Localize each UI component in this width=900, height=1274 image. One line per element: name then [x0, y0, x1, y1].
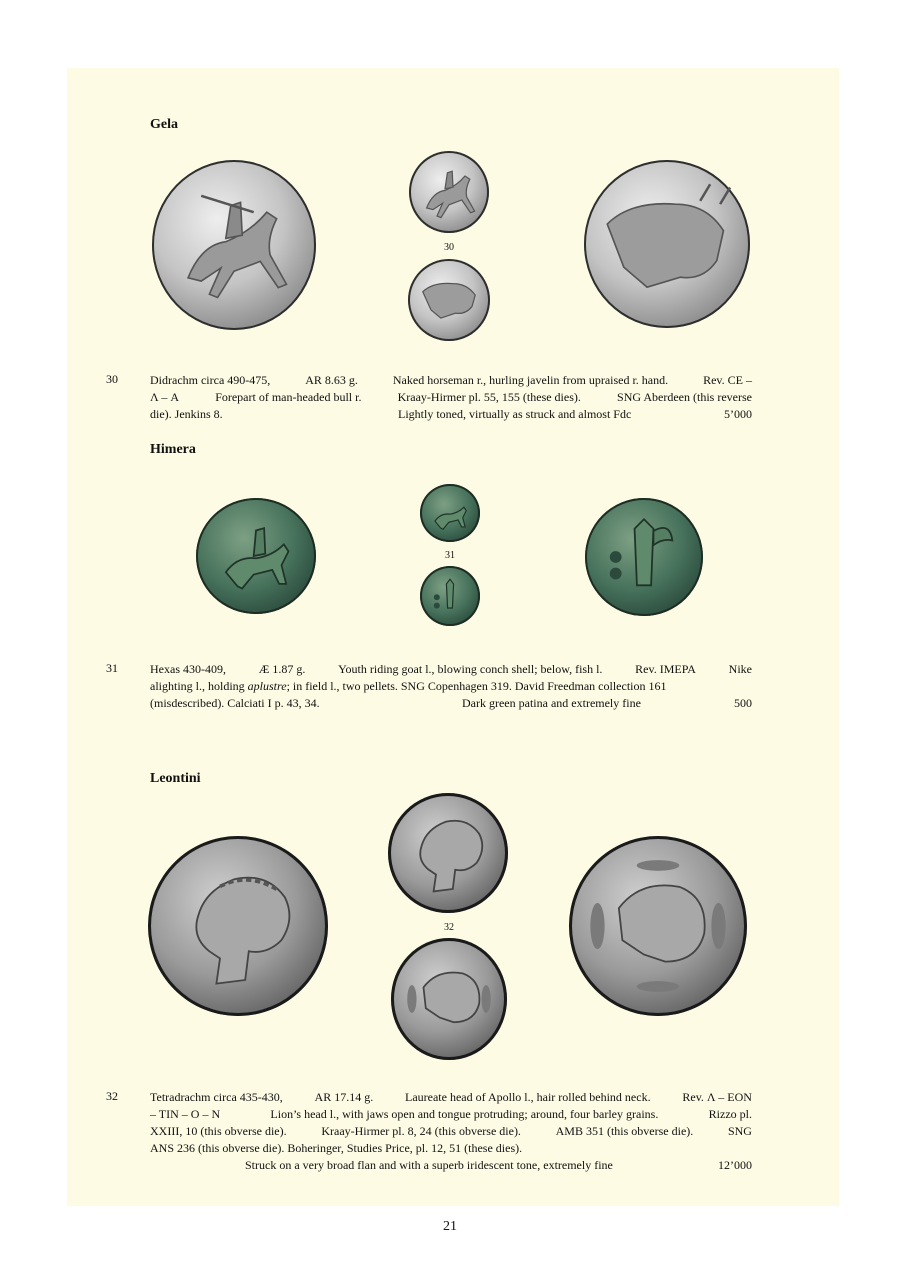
nike-icon	[420, 566, 480, 626]
coin-31-reverse	[420, 566, 480, 626]
section-heading-gela: Gela	[150, 117, 178, 132]
lion-head-icon	[569, 836, 747, 1016]
description-italic-term: aplustre	[247, 679, 287, 693]
description-line	[150, 1089, 752, 1106]
description-segment: Lion’s head l., with jaws open and tongue protruding; around, four barley grains.	[270, 1107, 659, 1121]
lot-number-31: 31	[106, 661, 118, 675]
description-segment: Kraay-Hirmer pl. 55, 155 (these dies).	[397, 390, 581, 404]
description-segment: Naked horseman r., hurling javelin from upraised r. hand.	[392, 373, 669, 387]
description-line	[150, 389, 752, 406]
lion-head-icon	[391, 938, 507, 1060]
plate-number-31: 31	[445, 550, 455, 561]
page-number: 21	[443, 1219, 457, 1234]
description-segment: Kraay-Hirmer pl. 8, 24 (this obverse die).	[321, 1124, 521, 1138]
condition-text: Struck on a very broad flan and with a superb iridescent tone, extremely fine	[245, 1158, 613, 1172]
description-segment: Λ – A	[150, 390, 180, 404]
description-segment: alighting l., holding	[150, 679, 245, 693]
description-segment: Rev. CE –	[703, 373, 752, 387]
description-line	[150, 1123, 752, 1140]
condition-indent	[150, 1157, 245, 1174]
coin-32-reverse-enlarged	[569, 836, 747, 1016]
description-segment: Rev. Λ – EON	[682, 1090, 752, 1104]
lot-description-31	[150, 661, 752, 712]
description-segment: AR 8.63 g.	[305, 373, 358, 387]
description-segment: Forepart of man-headed bull r.	[215, 390, 362, 404]
youth-on-goat-icon	[196, 498, 316, 614]
description-segment: die). Jenkins 8.	[150, 407, 223, 421]
description-line	[150, 1106, 752, 1123]
lot-number-32: 32	[106, 1089, 118, 1103]
condition-text: Dark green patina and extremely fine	[462, 696, 641, 710]
lot-description-32	[150, 1089, 752, 1174]
coin-30-reverse	[408, 259, 490, 341]
section-heading-himera: Himera	[150, 442, 196, 457]
man-headed-bull-icon	[408, 259, 490, 341]
condition-text: Lightly toned, virtually as struck and almost Fdc	[398, 407, 632, 421]
description-segment: SNG Aberdeen (this reverse	[617, 390, 752, 404]
description-segment: Youth riding goat l., blowing conch shell; below, fish l.	[338, 662, 603, 676]
description-segment: Rizzo pl.	[708, 1107, 752, 1121]
condition-line	[150, 695, 752, 712]
description-segment: Æ 1.87 g.	[258, 662, 306, 676]
description-line	[150, 661, 752, 678]
coin-32-obverse-enlarged	[148, 836, 328, 1016]
condition-line	[150, 1157, 752, 1174]
description-segment: ; in field l., two pellets. SNG Copenhagen 319. David Freedman collection 161	[286, 679, 667, 693]
description-segment: XXIII, 10 (this obverse die).	[150, 1124, 287, 1138]
lot-number-30: 30	[106, 372, 118, 386]
condition-line	[150, 406, 752, 423]
apollo-head-icon	[388, 793, 508, 913]
coin-30-reverse-enlarged	[584, 160, 750, 328]
price-estimate: 500	[734, 696, 752, 710]
man-headed-bull-icon	[584, 160, 750, 328]
horseman-icon	[409, 151, 489, 233]
nike-icon	[585, 498, 703, 616]
description-segment: Laureate head of Apollo l., hair rolled behind neck.	[405, 1090, 651, 1104]
description-segment: SNG	[727, 1124, 752, 1138]
coin-31-obverse	[420, 484, 480, 542]
coin-32-obverse	[388, 793, 508, 913]
coin-31-obverse-enlarged	[196, 498, 316, 614]
description-segment: – TIN – O – N	[150, 1107, 221, 1121]
description-line	[150, 372, 752, 389]
youth-on-goat-icon	[420, 484, 480, 542]
description-segment: Rev. IMEPA	[635, 662, 696, 676]
description-segment: Tetradrachm circa 435-430,	[150, 1090, 283, 1104]
description-segment: Hexas 430-409,	[150, 662, 226, 676]
section-heading-leontini: Leontini	[150, 771, 201, 786]
plate-number-32: 32	[444, 922, 454, 933]
lot-description-30	[150, 372, 752, 423]
apollo-head-icon	[148, 836, 328, 1016]
price-estimate: 12’000	[718, 1158, 752, 1172]
description-segment: AMB 351 (this obverse die).	[555, 1124, 694, 1138]
description-segment: (misdescribed). Calciati I p. 43, 34.	[150, 696, 320, 710]
description-segment: Didrachm circa 490-475,	[150, 373, 271, 387]
plate-number-30: 30	[444, 242, 454, 253]
description-line: ANS 236 (this obverse die). Boheringer, Studies Price, pl. 12, 51 (these dies).	[150, 1141, 523, 1155]
description-segment: AR 17.14 g.	[314, 1090, 374, 1104]
coin-31-reverse-enlarged	[585, 498, 703, 616]
coin-32-reverse	[391, 938, 507, 1060]
coin-30-obverse-enlarged	[152, 160, 316, 330]
description-segment: Nike	[728, 662, 752, 676]
horseman-icon	[152, 160, 316, 330]
description-line	[150, 678, 752, 695]
price-estimate: 5’000	[724, 407, 752, 421]
coin-30-obverse	[409, 151, 489, 233]
